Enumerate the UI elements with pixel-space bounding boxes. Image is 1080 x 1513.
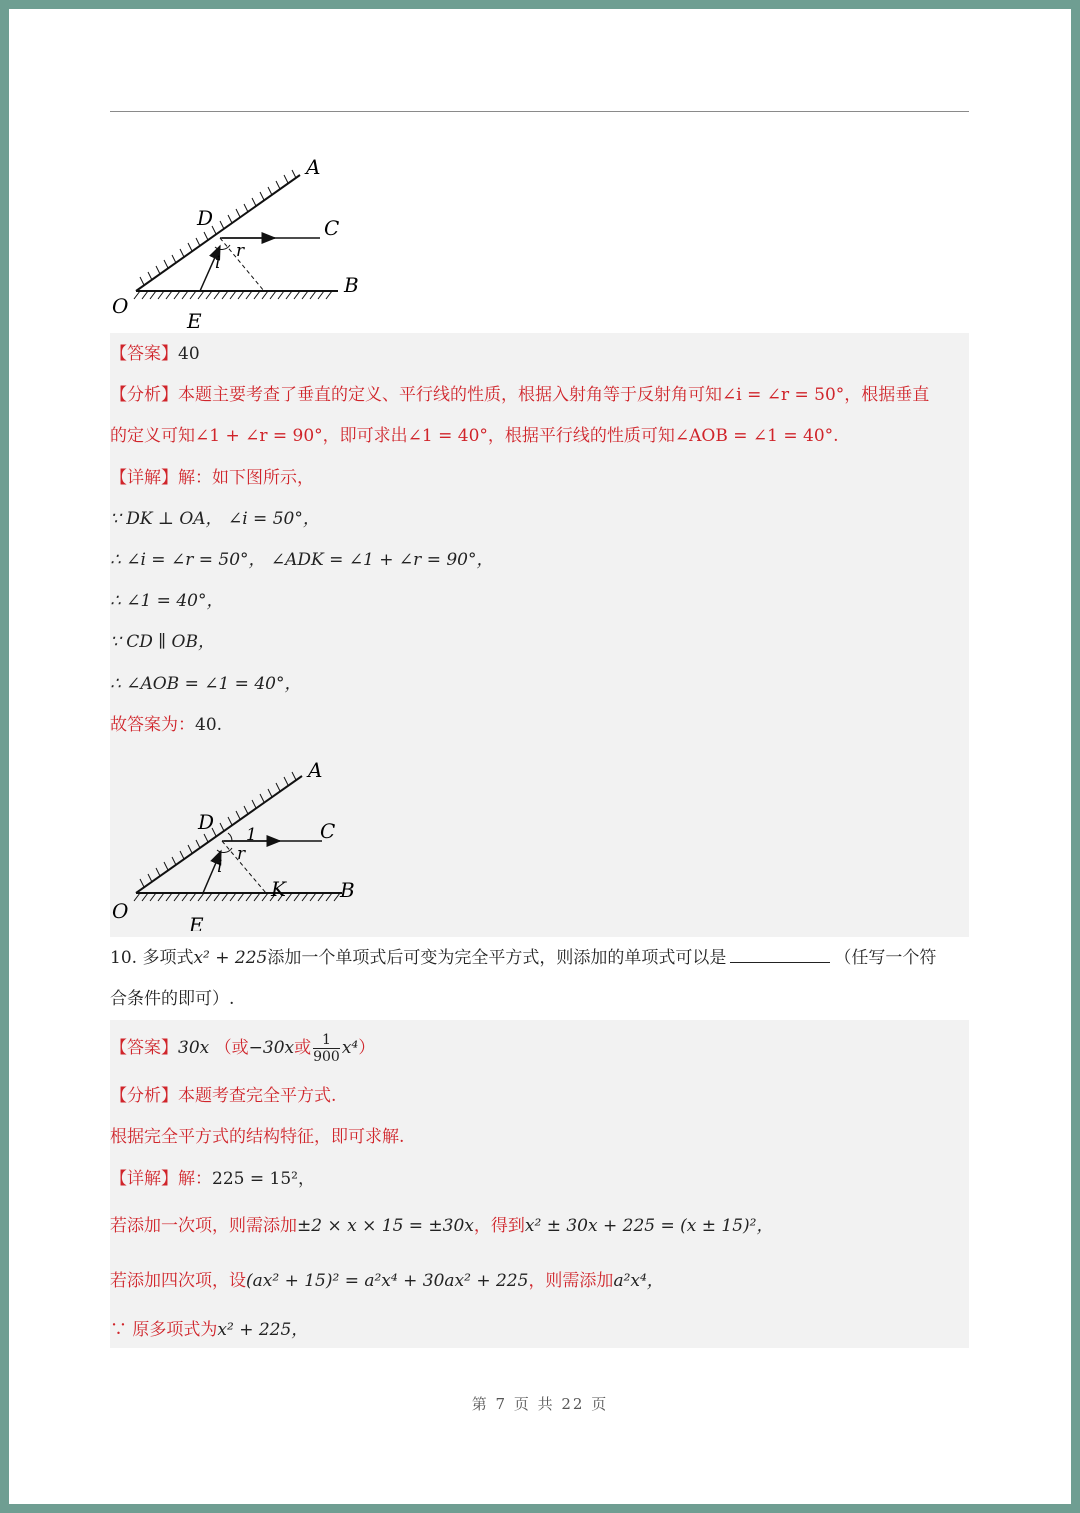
label-O: O xyxy=(112,294,129,318)
q10-detail xyxy=(110,1168,315,1190)
q10-question-line1 xyxy=(110,947,936,969)
label-i: i xyxy=(217,857,223,877)
label-K: K xyxy=(271,877,286,901)
conclusion-prefix: 故答案为： xyxy=(110,715,195,735)
answer-alt-or: 或 xyxy=(294,1038,312,1058)
q9-step-2: ∴ ∠i = ∠r = 50°， ∠ADK = ∠1 + ∠r = 90°， xyxy=(110,550,494,570)
q9-step-3: ∴ ∠1 = 40°， xyxy=(110,591,224,611)
answer-label: 【答案】 xyxy=(110,344,178,364)
label-C: C xyxy=(324,216,340,240)
detail-intro: 解： xyxy=(178,1169,212,1189)
label-D: D xyxy=(197,206,214,230)
line-c-expr: x² + 225， xyxy=(217,1320,309,1340)
document-page xyxy=(9,9,1071,1504)
answer-alt-close: ） xyxy=(358,1038,376,1058)
line-b-expr2: a²x⁴， xyxy=(613,1271,664,1291)
q10-question-line2: 合条件的即可）. xyxy=(110,989,235,1009)
answer-frac-tail: x⁴ xyxy=(341,1038,359,1058)
analysis-label: 【分析】 xyxy=(110,385,178,405)
conclusion-value: 40. xyxy=(195,715,223,735)
q10-analysis-line2: 根据完全平方式的结构特征，即可求解. xyxy=(110,1127,405,1147)
label-B: B xyxy=(344,273,359,297)
q9-step-5: ∴ ∠AOB = ∠1 = 40°， xyxy=(110,674,302,694)
label-E: E xyxy=(189,913,204,931)
q10-line-a xyxy=(110,1215,773,1237)
question-suffix: （任写一个符 xyxy=(834,948,937,968)
label-O: O xyxy=(112,899,129,923)
label-E: E xyxy=(187,309,202,329)
label-C: C xyxy=(320,819,336,843)
line-c-prefix: ∵ 原多项式为 xyxy=(110,1320,218,1340)
answer-fraction: $\frac{1}{900}$ xyxy=(313,1032,340,1065)
question-number: 10. 多项式 xyxy=(110,948,194,968)
analysis-label: 【分析】 xyxy=(110,1086,178,1106)
label-r: r xyxy=(236,241,245,261)
detail-intro: 解：如下图所示， xyxy=(178,468,314,488)
question-expr: x² + 225 xyxy=(193,948,268,968)
q9-step-1: ∵ DK ⊥ OA， ∠i = 50°， xyxy=(110,509,320,529)
answer-value: 30x xyxy=(178,1038,210,1058)
line-b-mid: ，则需添加 xyxy=(528,1271,614,1291)
q9-analysis-line1 xyxy=(110,384,929,406)
label-i: i xyxy=(215,253,221,273)
line-b-expr1: (ax² + 15)² = a²x⁴ + 30ax² + 225 xyxy=(246,1271,529,1291)
answer-label: 【答案】 xyxy=(110,1038,178,1058)
label-one: 1 xyxy=(246,825,257,845)
line-a-expr1: ±2 × x × 15 = ±30x xyxy=(297,1216,474,1236)
label-A: A xyxy=(308,758,323,782)
line-a-expr2: x² ± 30x + 225 = (x ± 15)²， xyxy=(524,1216,774,1236)
q10-answer xyxy=(110,1029,375,1067)
line-b-prefix: 若添加四次项，设 xyxy=(110,1271,246,1291)
figure-reflection-2 xyxy=(110,751,370,935)
label-D: D xyxy=(198,810,215,834)
analysis-text: 本题主要考查了垂直的定义、平行线的性质，根据入射角等于反射角可知∠i = ∠r = 50°，根据垂直 xyxy=(178,385,930,405)
analysis-text: 本题考查完全平方式. xyxy=(178,1086,337,1106)
q9-analysis-line2: 的定义可知∠1 + ∠r = 90°，即可求出∠1 = 40°，根据平行线的性质可知∠AOB = ∠1 = 40°. xyxy=(110,426,839,446)
answer-alt-open: （或 xyxy=(214,1038,249,1058)
detail-label: 【详解】 xyxy=(110,1169,178,1189)
answer-alt1: −30x xyxy=(248,1038,295,1058)
q9-conclusion xyxy=(110,714,222,736)
q10-line-b xyxy=(110,1270,664,1292)
label-r: r xyxy=(237,844,246,864)
q9-answer xyxy=(110,343,200,365)
q10-analysis xyxy=(110,1085,336,1107)
answer-value: 40 xyxy=(178,344,200,364)
header-rule xyxy=(110,111,969,112)
line-a-mid: ，得到 xyxy=(473,1216,525,1236)
figure-reflection-1 xyxy=(110,149,370,333)
question-text: 添加一个单项式后可变为完全平方式，则添加的单项式可以是 xyxy=(267,948,727,968)
q10-line-c xyxy=(110,1319,308,1341)
label-A: A xyxy=(306,155,321,179)
q9-step-4: ∵ CD ∥ OB， xyxy=(110,632,215,652)
q9-detail xyxy=(110,467,314,489)
detail-label: 【详解】 xyxy=(110,468,178,488)
label-B: B xyxy=(340,878,355,902)
page-footer: 第 7 页 共 22 页 xyxy=(471,1395,609,1413)
answer-blank[interactable] xyxy=(730,948,830,963)
detail-expr: 225 = 15²， xyxy=(212,1169,315,1189)
line-a-prefix: 若添加一次项，则需添加 xyxy=(110,1216,297,1236)
